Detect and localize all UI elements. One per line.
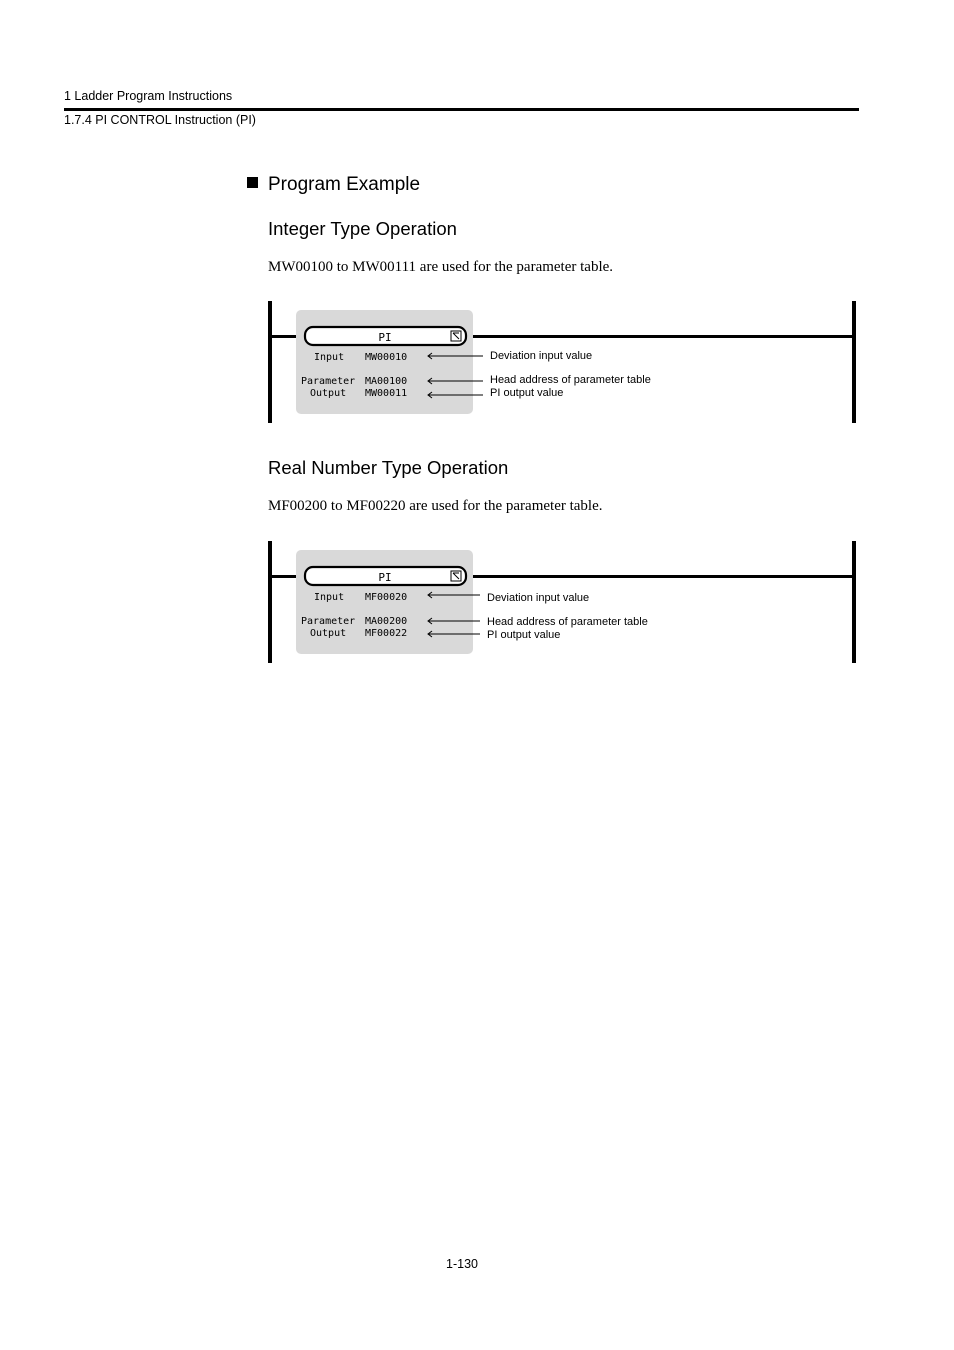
row-value-parameter: MA00100 [365, 376, 408, 387]
row-value-input: MF00020 [365, 592, 408, 603]
row-value-parameter: MA00200 [365, 616, 408, 627]
row-value-output: MF00022 [365, 628, 408, 639]
ladder-rung-svg [268, 541, 860, 665]
row-value-output: MW00011 [365, 388, 408, 399]
real-description: MF00200 to MF00220 are used for the parameter table. [268, 498, 603, 514]
integer-ladder-diagram [268, 301, 860, 425]
row-label-output: Output [310, 628, 347, 639]
annotation-output: PI output value [487, 629, 561, 641]
running-header-chapter: 1 Ladder Program Instructions [64, 89, 233, 103]
row-label-input: Input [314, 592, 345, 603]
page-number: 1-130 [446, 1257, 478, 1271]
row-value-input: MW00010 [365, 352, 408, 363]
right-power-rail [852, 301, 856, 423]
ladder-rung-svg [268, 301, 860, 425]
running-header-section: 1.7.4 PI CONTROL Instruction (PI) [64, 113, 256, 127]
integer-description: MW00100 to MW00111 are used for the parameter table. [268, 259, 614, 275]
row-label-parameter: Parameter [301, 616, 356, 627]
integer-subheading: Integer Type Operation [268, 218, 457, 239]
section-heading [247, 174, 420, 196]
square-bullet-icon [247, 177, 258, 188]
row-label-parameter: Parameter [301, 376, 356, 387]
annotation-parameter-table: Head address of parameter table [487, 616, 648, 628]
annotation-deviation: Deviation input value [490, 350, 593, 362]
row-label-input: Input [314, 352, 345, 363]
real-subheading: Real Number Type Operation [268, 457, 509, 478]
annotation-deviation: Deviation input value [487, 592, 590, 604]
section-heading-text: Program Example [268, 174, 421, 195]
block-name: PI [378, 571, 392, 584]
left-power-rail [268, 301, 272, 423]
annotation-parameter-table: Head address of parameter table [490, 374, 651, 386]
real-ladder-diagram [268, 541, 860, 665]
block-name: PI [378, 331, 392, 344]
right-power-rail [852, 541, 856, 663]
annotation-output: PI output value [490, 387, 564, 399]
header-rule [64, 108, 859, 111]
left-power-rail [268, 541, 272, 663]
row-label-output: Output [310, 388, 347, 399]
